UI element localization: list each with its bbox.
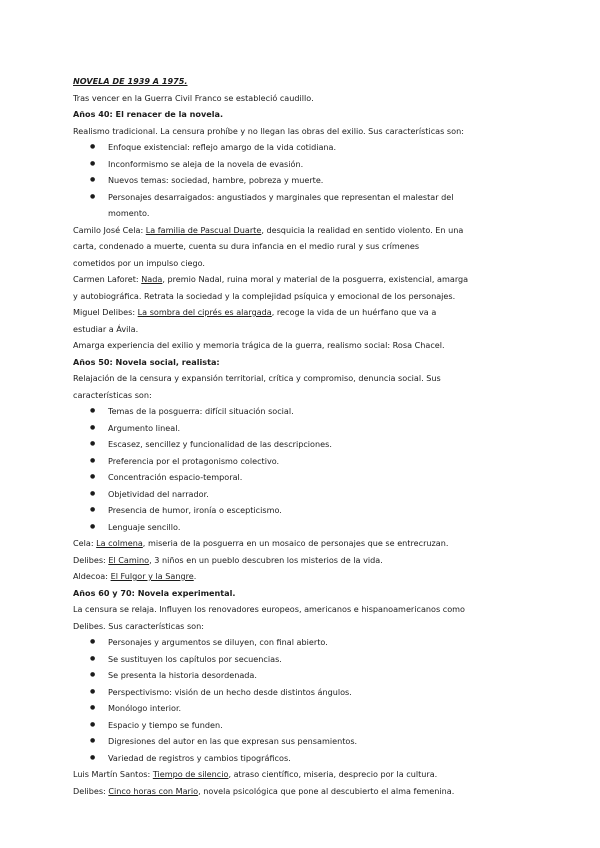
document-body [73, 73, 543, 799]
section-heading-40s: Años 40: El renacer de la novela. [73, 109, 224, 119]
list-item: ● Escasez, sencillez y funcionalidad de las descripciones. [73, 436, 543, 453]
work-description: , premio Nadal, ruina moral y material de la posguerra, existencial, amarga [162, 274, 469, 284]
list-item: ● Digresiones del autor en las que expresan sus pensamientos. [73, 733, 543, 750]
work-title: El Camino [108, 554, 150, 565]
author-line-cela-50s [73, 535, 543, 552]
list-item: ● Nuevos temas: sociedad, hambre, pobreza y muerte. [73, 172, 543, 189]
list-item: ● Lenguaje sencillo. [73, 519, 543, 536]
section-heading-60s-70s: Años 60 y 70: Novela experimental. [73, 587, 236, 598]
document-title: NOVELA DE 1939 A 1975. [73, 76, 188, 86]
paragraph-line: características son: [73, 389, 152, 400]
author-paragraph-delibes-40s [73, 304, 543, 321]
chacel-paragraph: Amarga experiencia del exilio y memoria trágica de la guerra, realismo social: Rosa Chacel. [73, 340, 445, 350]
work-title: La colmena [96, 538, 143, 548]
list-item: ● Se sustituyen los capítulos por secuencias. [73, 651, 543, 668]
list-item: ● Monólogo interior. [73, 700, 543, 717]
work-description: , atraso científico, miseria, desprecio por la cultura. [228, 769, 438, 779]
author-name: Carmen Laforet: [73, 274, 142, 284]
list-item: ● Presencia de humor, ironía o escepticismo. [73, 502, 543, 519]
work-title: Tiempo de silencio [152, 769, 229, 779]
list-item: ● Inconformismo se aleja de la novela de evasión. [73, 156, 543, 173]
list-item: ● Personajes desarraigados: angustiados y marginales que representan el malestar del [73, 189, 543, 206]
work-title: El Fulgor y la Sangre [110, 571, 194, 581]
author-line-delibes-50s [73, 552, 543, 569]
work-description: , miseria de la posguerra en un mosaico de personajes que se entrecruzan. [142, 538, 449, 548]
section-50s-intro: Relajación de la censura y expansión territorial, crítica y compromiso, denuncia social. Sus [73, 373, 441, 383]
list-item: ● Preferencia por el protagonismo colectivo. [73, 453, 543, 470]
list-item: ● Argumento lineal. [73, 420, 543, 437]
author-name: Cela: [73, 538, 97, 548]
work-description: , novela psicológica que pone al descubierto el alma femenina. [198, 785, 455, 796]
author-name: Delibes: [73, 554, 109, 565]
author-paragraph-cela-40s [73, 222, 543, 239]
work-title: Cinco horas con Mario [108, 785, 199, 796]
list-item: ● Objetividad del narrador. [73, 486, 543, 503]
list-item: ● Enfoque existencial: reflejo amargo de la vida cotidiana. [73, 139, 543, 156]
list-item: ● Espacio y tiempo se funden. [73, 717, 543, 734]
author-name: Miguel Delibes: [73, 307, 138, 317]
work-title: La sombra del ciprés es alargada [137, 307, 272, 317]
author-line-aldecoa [73, 568, 543, 585]
paragraph-line: carta, condenado a muerte, cuenta su dura infancia en el medio rural y sus crímenes [73, 241, 420, 251]
author-name: Delibes: [73, 785, 109, 796]
list-item: ● Temas de la posguerra: difícil situación social. [73, 403, 543, 420]
work-title: Nada [141, 274, 163, 284]
paragraph-line: Delibes. Sus características son: [73, 620, 204, 631]
author-line-martin-santos [73, 766, 543, 783]
work-description: . [193, 571, 197, 581]
work-description: , recoge la vida de un huérfano que va a [271, 307, 437, 317]
section-heading-50s: Años 50: Novela social, realista: [73, 356, 220, 367]
section-60s-intro: La censura se relaja. Influyen los renovadores europeos, americanos e hispanoamericanos como [73, 604, 466, 614]
author-name: Aldecoa: [73, 571, 111, 581]
list-item: ● Se presenta la historia desordenada. [73, 667, 543, 684]
paragraph-line: cometidos por un impulso ciego. [73, 257, 205, 268]
list-item: ● Personajes y argumentos se diluyen, con final abierto. [73, 634, 543, 651]
list-item: ● Concentración espacio-temporal. [73, 469, 543, 486]
work-title: La familia de Pascual Duarte [145, 224, 262, 235]
list-item: ● Variedad de registros y cambios tipográficos. [73, 750, 543, 767]
intro-paragraph: Tras vencer en la Guerra Civil Franco se estableció caudillo. [73, 92, 314, 103]
work-description: , desquicia la realidad en sentido violento. En una [261, 224, 464, 235]
list-item-continuation: momento. [108, 208, 150, 218]
list-item: ● Perspectivismo: visión de un hecho desde distintos ángulos. [73, 684, 543, 701]
work-description: , 3 niños en un pueblo descubren los misterios de la vida. [149, 554, 383, 565]
author-line-delibes-60s [73, 783, 543, 800]
section-40s-intro: Realismo tradicional. La censura prohíbe y no llegan las obras del exilio. Sus características son: [73, 125, 464, 136]
paragraph-line: y autobiográfica. Retrata la sociedad y la complejidad psíquica y emocional de los personajes. [73, 290, 456, 301]
author-paragraph-laforet [73, 271, 543, 288]
author-name: Camilo José Cela: [73, 224, 146, 235]
author-name: Luis Martín Santos: [73, 769, 153, 779]
paragraph-line: estudiar a Ávila. [73, 323, 139, 334]
